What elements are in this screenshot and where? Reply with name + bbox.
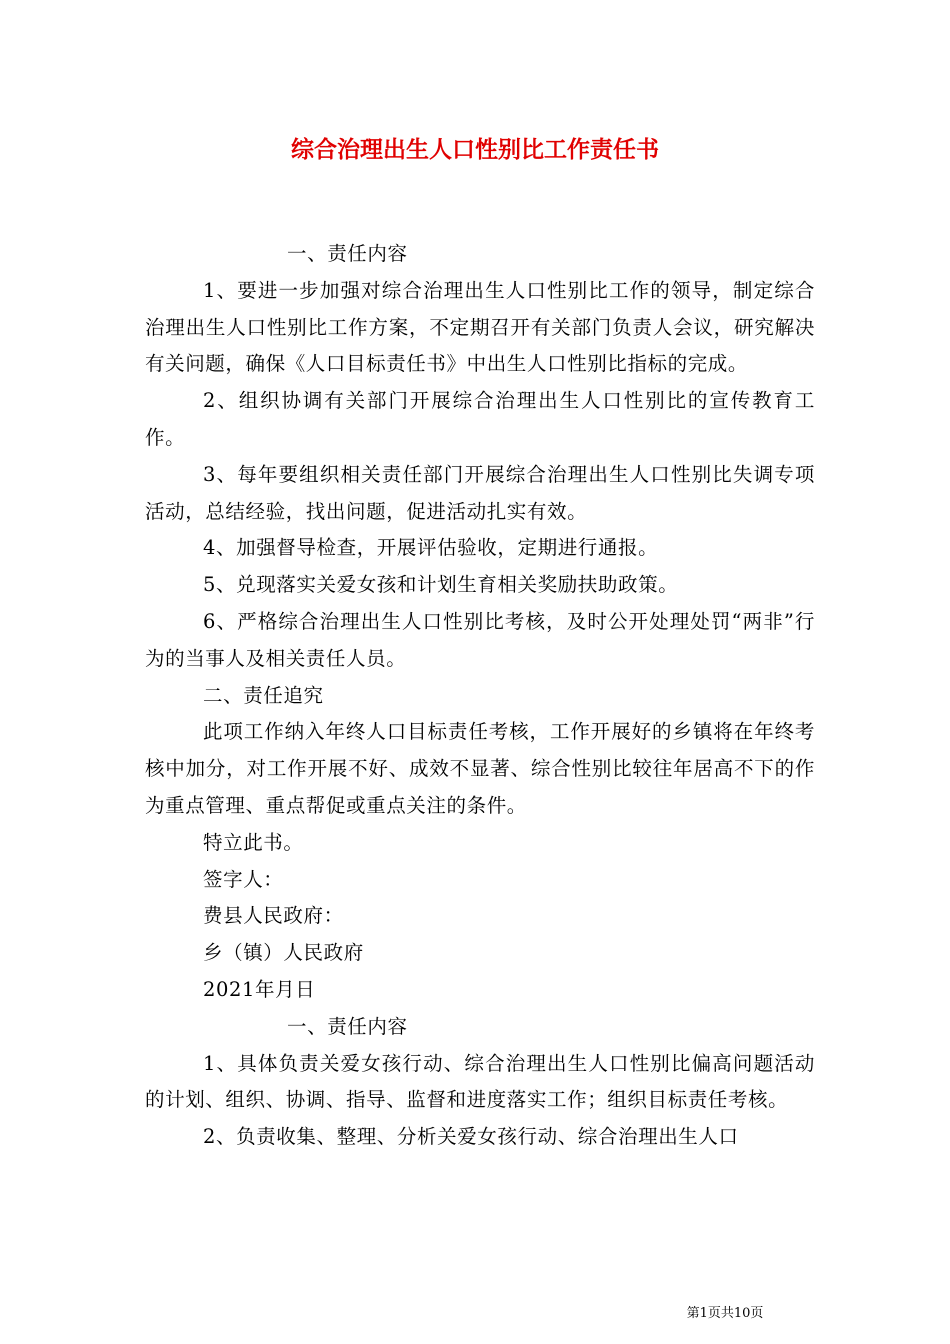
paragraph-item-2: 2、组织协调有关部门开展综合治理出生人口性别比的宣传教育工作。 [145,389,815,449]
paragraph-item-5: 5、兑现落实关爱女孩和计划生育相关奖励扶助政策。 [203,573,679,597]
section-heading-responsibilities-2: 一、责任内容 [287,1014,408,1038]
paragraph-item-6: 6、严格综合治理出生人口性别比考核，及时公开处理处罚“两非”行为的当事人及相关责任人员。 [145,609,815,670]
page-number-footer [0,1305,950,1323]
page-number-label: 第1页共10页 [686,1306,764,1321]
signatory-township: 乡（镇）人民政府 [203,941,364,965]
paragraph-item-1: 1、要进一步加强对综合治理出生人口性别比工作的领导，制定综合治理出生人口性别比工作方案，不定期召开有关部门负责人会议，研究解决有关问题，确保《人口目标责任书》中出生人口性别比指标的完成。 [145,278,815,376]
paragraph-item-3: 3、每年要组织相关责任部门开展综合治理出生人口性别比失调专项活动，总结经验，找出问题，促进活动扎实有效。 [145,462,815,523]
paragraph-accountability: 此项工作纳入年终人口目标责任考核，工作开展好的乡镇将在年终考核中加分，对工作开展不好、成效不显著、综合性别比较往年居高不下的作为重点管理、重点帮促或重点关注的条件。 [145,720,815,817]
closing-statement: 特立此书。 [203,830,304,854]
document-body [145,236,815,1156]
paragraph-item-2b: 2、负责收集、整理、分析关爱女孩行动、综合治理出生人口 [203,1125,739,1149]
document-title: 综合治理出生人口性别比工作责任书 [291,136,659,163]
section-heading-responsibilities: 一、责任内容 [287,242,408,265]
paragraph-item-4: 4、加强督导检查，开展评估验收，定期进行通报。 [203,536,659,560]
signatory-county: 费县人民政府： [203,904,344,928]
paragraph-item-1b: 1、具体负责关爱女孩行动、综合治理出生人口性别比偏高问题活动的计划、组织、协调、指导、监督和进度落实工作；组织目标责任考核。 [145,1051,815,1112]
section-heading-accountability: 二、责任追究 [203,683,324,707]
signatory-label: 签字人： [203,867,284,891]
document-date: 2021年月日 [203,977,316,1001]
